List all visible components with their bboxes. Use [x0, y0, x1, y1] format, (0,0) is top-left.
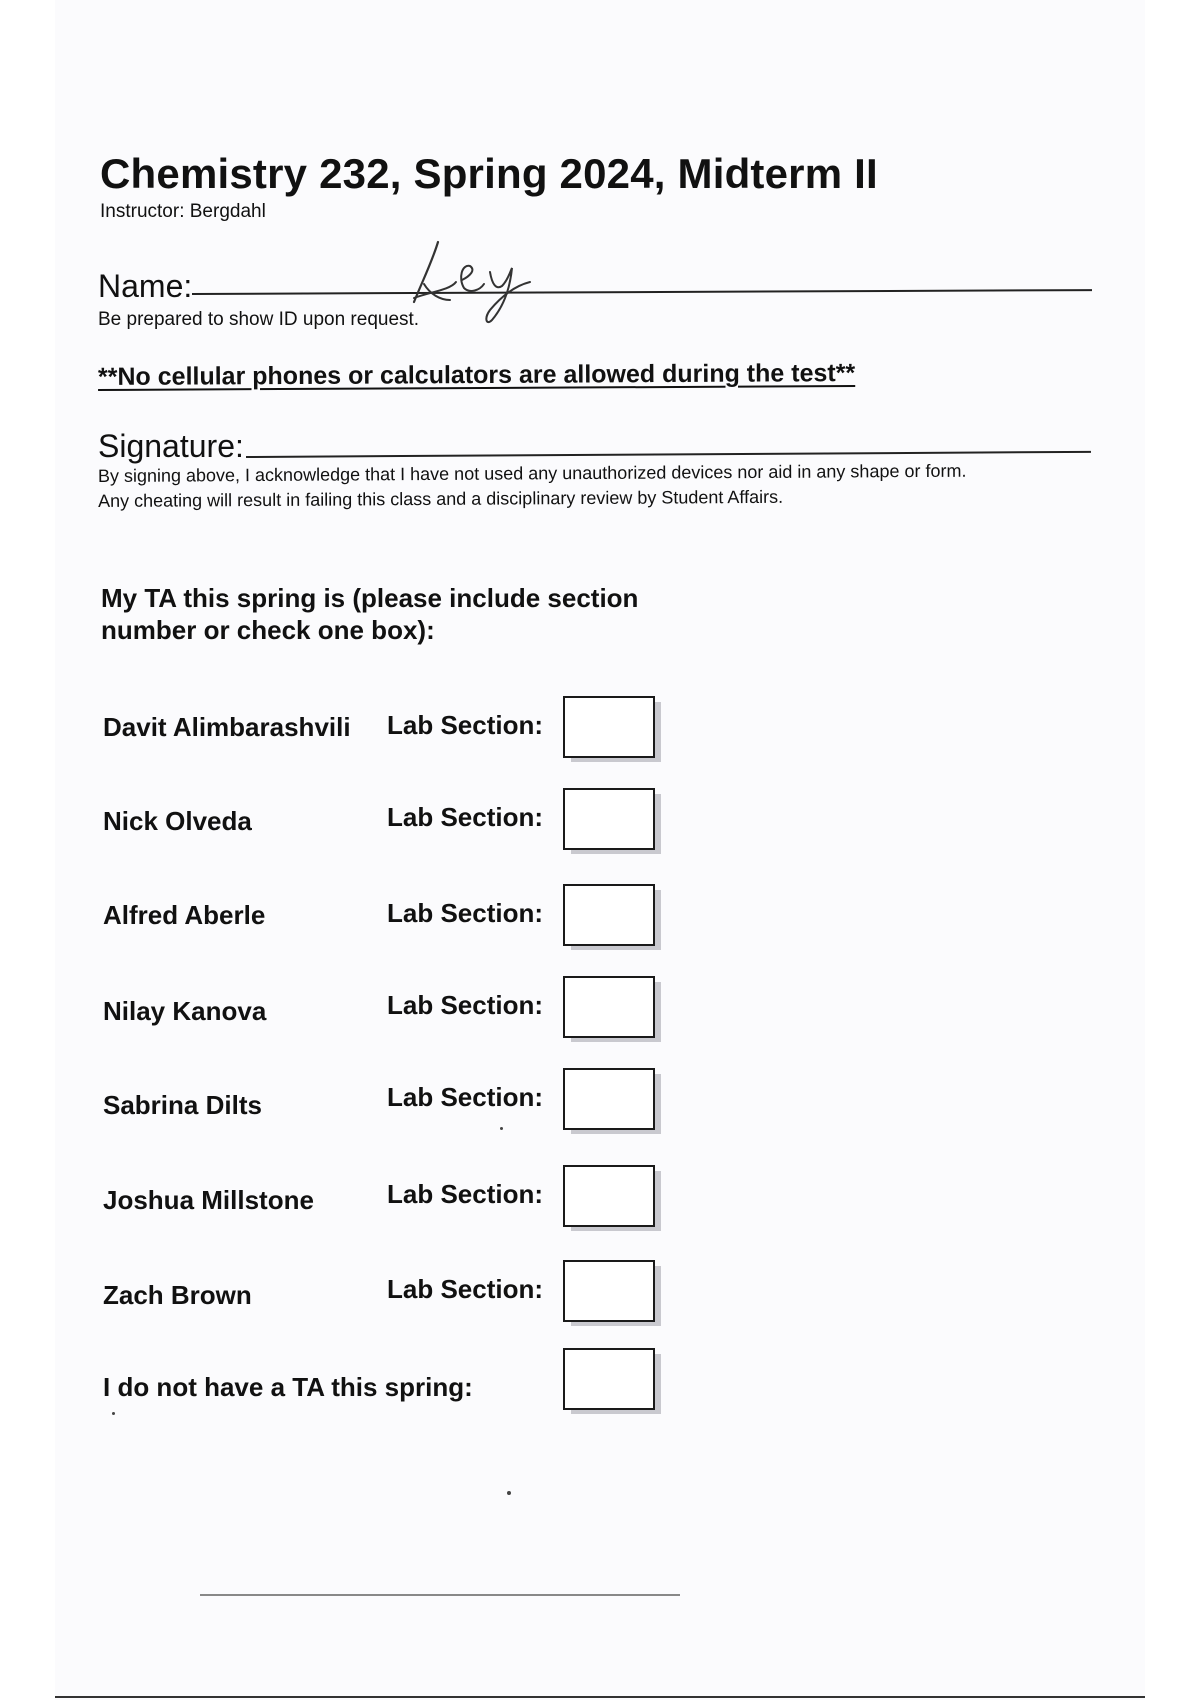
ta-name: Davit Alimbarashvili — [103, 712, 351, 742]
ta-name: Zach Brown — [103, 1280, 252, 1310]
no-ta-label: I do not have a TA this spring: — [103, 1372, 473, 1402]
scan-speck — [507, 1491, 511, 1495]
ta-heading — [101, 582, 701, 646]
lab-section-box[interactable] — [563, 696, 655, 758]
ta-name: Nick Olveda — [103, 806, 252, 836]
lab-section-label: Lab Section: — [387, 802, 544, 832]
lab-section-box[interactable] — [563, 976, 655, 1038]
scan-speck — [112, 1412, 115, 1415]
no-ta-box[interactable] — [563, 1348, 655, 1410]
scan-speck — [500, 1127, 503, 1130]
ta-name: Nilay Kanova — [103, 996, 267, 1026]
lab-section-label: Lab Section: — [387, 1082, 544, 1112]
no-ta-row — [0, 1348, 1200, 1414]
name-label: Name: — [98, 268, 193, 304]
ta-row — [0, 1165, 1200, 1231]
ta-row — [0, 884, 1200, 950]
lab-section-box[interactable] — [563, 1165, 655, 1227]
lab-section-box[interactable] — [563, 788, 655, 850]
lab-section-label: Lab Section: — [387, 990, 544, 1020]
bottom-rule — [200, 1594, 680, 1596]
handwritten-key-signature — [410, 232, 570, 332]
ta-row — [0, 976, 1200, 1042]
no-phones-notice: **No cellular phones or calculators are allowed during the test** — [97, 359, 856, 391]
ta-row — [0, 1068, 1200, 1134]
lab-section-label: Lab Section: — [387, 1179, 544, 1209]
ta-heading-line: number or check one box): — [101, 615, 435, 645]
instructor-line: Instructor: Bergdahl — [100, 201, 266, 222]
disclaimer-line: By signing above, I acknowledge that I have not used any unauthorized devices nor aid in any shape or form. — [97, 460, 967, 487]
lab-section-label: Lab Section: — [387, 1274, 544, 1304]
signature-disclaimer — [98, 458, 1098, 514]
lab-section-label: Lab Section: — [387, 898, 544, 928]
disclaimer-line: Any cheating will result in failing this class and a disciplinary review by Student Affairs. — [98, 486, 784, 511]
exam-title: Chemistry 232, Spring 2024, Midterm II — [100, 150, 878, 197]
ta-row — [0, 788, 1200, 854]
ta-row — [0, 696, 1200, 762]
lab-section-box[interactable] — [563, 1068, 655, 1130]
ta-name: Sabrina Dilts — [103, 1090, 262, 1120]
signature-label: Signature: — [98, 428, 244, 464]
lab-section-box[interactable] — [563, 884, 655, 946]
page-edge — [55, 1696, 1145, 1698]
ta-name: Alfred Aberle — [103, 900, 266, 930]
name-id-note: Be prepared to show ID upon request. — [98, 309, 420, 330]
ta-row — [0, 1260, 1200, 1326]
ta-heading-line: My TA this spring is (please include section — [101, 583, 639, 613]
lab-section-box[interactable] — [563, 1260, 655, 1322]
lab-section-label: Lab Section: — [387, 710, 544, 740]
ta-name: Joshua Millstone — [103, 1185, 314, 1215]
